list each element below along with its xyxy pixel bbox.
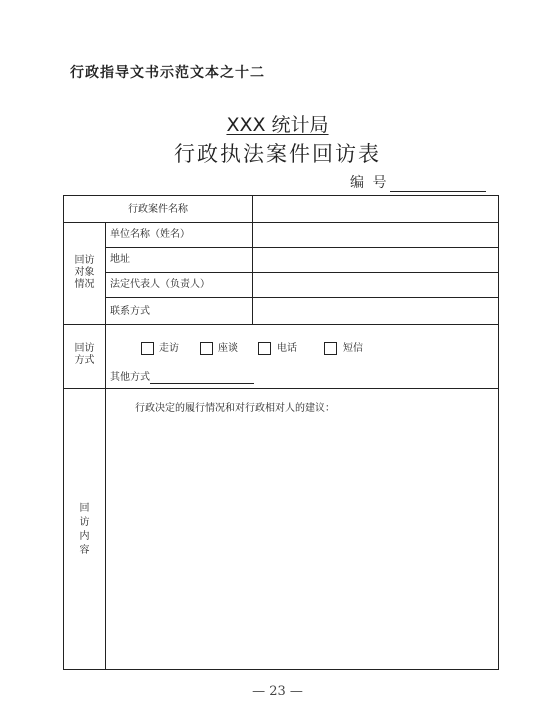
row-divider: [64, 324, 498, 325]
address-label: 地址: [110, 254, 130, 265]
address-value[interactable]: [253, 248, 497, 271]
visit-table: [63, 195, 499, 670]
contact-label: 联系方式: [110, 306, 150, 317]
content-prompt: 行政决定的履行情况和对行政相对人的建议：: [135, 403, 335, 414]
checkbox-sms[interactable]: [324, 342, 337, 355]
agency-title: XXX 统计局: [226, 114, 329, 136]
group-line: 对象: [74, 267, 95, 278]
visit-target-label: [64, 255, 105, 291]
form-title: 行政执法案件回访表: [174, 142, 381, 166]
unit-name-value[interactable]: [253, 223, 497, 246]
series-title: 行政指导文书示范文本之十二: [70, 65, 265, 81]
row-divider: [64, 388, 498, 389]
method-line: 方式: [74, 355, 95, 366]
content-char: 内: [79, 531, 90, 542]
form-number: [350, 172, 486, 192]
group-line: 回访: [74, 255, 95, 266]
content-area[interactable]: [106, 418, 497, 668]
option-sms-label: 短信: [343, 343, 363, 354]
other-method-label: 其他方式: [110, 372, 150, 383]
unit-name-label: 单位名称（姓名）: [110, 229, 190, 240]
legal-rep-value[interactable]: [253, 273, 497, 296]
number-label: 编 号: [350, 175, 389, 191]
content-char: 容: [79, 545, 90, 556]
page-number: — 23 —: [252, 684, 303, 699]
visit-method-label: [64, 343, 105, 367]
checkbox-phone[interactable]: [258, 342, 271, 355]
legal-rep-label: 法定代表人（负责人）: [110, 279, 210, 290]
contact-value[interactable]: [253, 298, 497, 323]
option-meeting-label: 座谈: [218, 343, 238, 354]
group-line: 情况: [74, 279, 95, 290]
method-line: 回访: [74, 343, 95, 354]
content-char: 访: [79, 517, 90, 528]
case-name-value[interactable]: [253, 197, 497, 221]
case-name-label: 行政案件名称: [128, 204, 188, 215]
content-char: 回: [79, 503, 90, 514]
checkbox-meeting[interactable]: [200, 342, 213, 355]
option-visit-label: 走访: [159, 343, 179, 354]
agency-title-wrap: [0, 110, 555, 137]
checkbox-visit[interactable]: [141, 342, 154, 355]
visit-content-label: [64, 502, 105, 558]
other-method-field[interactable]: [150, 382, 254, 384]
option-phone-label: 电话: [277, 343, 297, 354]
number-field[interactable]: [390, 177, 486, 192]
